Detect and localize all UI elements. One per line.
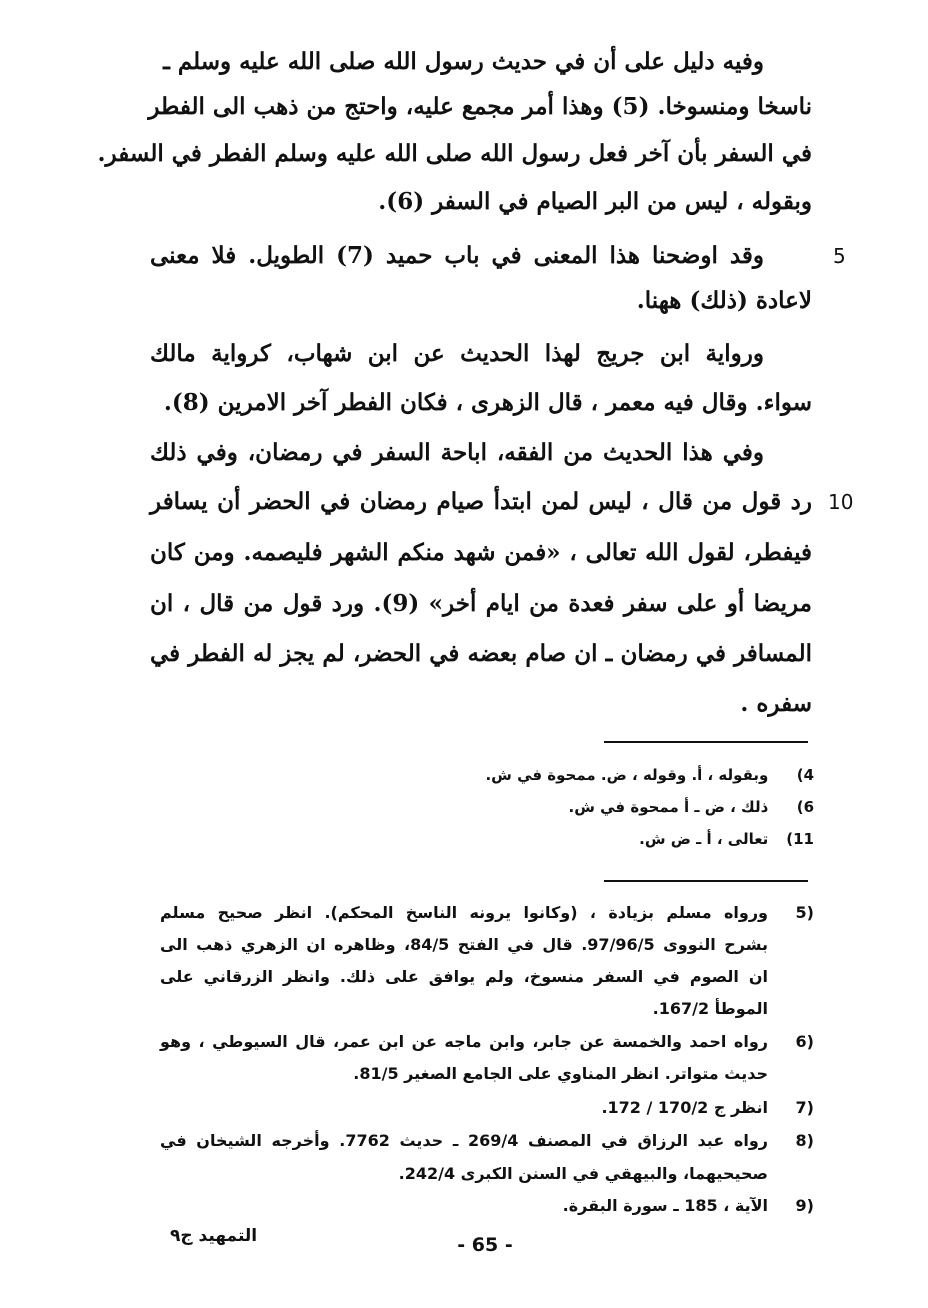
footnote-7-line-1 — [160, 1092, 814, 1124]
variant-note-text: تعالى ، أ ـ ض ش. — [639, 830, 769, 848]
footnote-6-line-2 — [160, 1058, 814, 1090]
body-line-9: وفي هذا الحديث من الفقه، اباحة السفر في رمضان، وفي ذلك — [150, 439, 764, 466]
footnote-number: 6) — [795, 1032, 814, 1051]
body-line-8: سواء. وقال فيه معمر ، قال الزهرى ، فكان الفطر آخر الامرين (8). — [163, 389, 812, 416]
body-line-10: رد قول من قال ، ليس لمن ابتدأ صيام رمضان في الحضر أن يسافر — [150, 488, 812, 515]
variant-notes-rule — [604, 741, 808, 743]
margin-line-number-5: 5 — [833, 244, 846, 268]
footnote-5-line-3 — [160, 961, 814, 993]
body-line-7: ورواية ابن جريج لهذا الحديث عن ابن شهاب، كرواية مالك — [150, 340, 764, 367]
footnotes-rule — [604, 880, 808, 882]
body-line-13: المسافر في رمضان ـ ان صام بعضه في الحضر، لم يجز له الفطر في — [150, 640, 812, 667]
footnote-text: رواه عبد الرزاق في المصنف 269/4 ـ حديث 7762. وأخرجه الشيخان في — [160, 1131, 768, 1150]
body-line-2: ناسخا ومنسوخا. (5) وهذا أمر مجمع عليه، واحتج من ذهب الى الفطر — [148, 93, 812, 120]
page-number: - 65 - — [457, 1234, 513, 1256]
variant-note-text: وبقوله ، أ. وقوله ، ض. ممحوة في ش. — [485, 766, 769, 784]
variant-note-number: 6) — [796, 798, 814, 816]
footnote-number: 5) — [795, 903, 814, 922]
footnote-5-line-2 — [160, 929, 814, 961]
footnote-5-line-4 — [160, 993, 814, 1025]
footnote-5-line-1 — [160, 897, 814, 929]
footnote-text: انظر ج 170/2 / 172. — [601, 1098, 768, 1117]
body-line-11: فيفطر، لقول الله تعالى ، «فمن شهد منكم الشهر فليصمه. ومن كان — [150, 539, 812, 566]
body-line-6: لاعادة (ذلك) ههنا. — [636, 287, 812, 314]
footnote-text: حديث متواتر. انظر المناوي على الجامع الصغير 81/5. — [353, 1064, 768, 1083]
variant-note-3 — [639, 824, 814, 854]
footnote-text: ورواه مسلم بزيادة ، (وكانوا يرونه الناسخ المحكم). انظر صحيح مسلم — [160, 903, 768, 922]
footnote-number: 9) — [795, 1196, 814, 1215]
variant-note-1 — [485, 760, 814, 790]
body-line-4: وبقوله ، ليس من البر الصيام في السفر (6). — [378, 188, 812, 215]
variant-note-2 — [569, 792, 814, 822]
footnote-number: 7) — [795, 1098, 814, 1117]
body-line-3: في السفر بأن آخر فعل رسول الله صلى الله عليه وسلم الفطر في السفر. — [97, 140, 812, 167]
footnote-8-line-2 — [160, 1158, 814, 1190]
footnote-text: الموطأ 167/2. — [652, 999, 768, 1018]
footnote-8-line-1 — [160, 1125, 814, 1157]
body-line-12: مريضا أو على سفر فعدة من ايام أخر» (9). ورد قول من قال ، ان — [150, 590, 812, 617]
variant-note-number: 4) — [796, 766, 814, 784]
body-line-14: سفره . — [740, 690, 812, 717]
book-title-footer: التمهيد ج٩ — [170, 1226, 258, 1246]
footnote-number: 8) — [795, 1131, 814, 1150]
variant-note-number: 11) — [786, 830, 814, 848]
footnote-text: الآية ، 185 ـ سورة البقرة. — [562, 1196, 768, 1215]
margin-line-number-10: 10 — [828, 490, 854, 514]
footnote-text: ان الصوم في السفر منسوخ، ولم يوافق على ذلك. وانظر الزرقاني على — [160, 967, 768, 986]
body-line-1: وفيه دليل على أن في حديث رسول الله صلى الله عليه وسلم ـ — [163, 48, 764, 75]
footnote-9-line-1 — [160, 1190, 814, 1222]
footnote-6-line-1 — [160, 1026, 814, 1058]
footnote-text: بشرح النووى 97/96/5. قال في الفتح 84/5، وظاهره ان الزهري ذهب الى — [160, 935, 768, 954]
footnote-text: رواه احمد والخمسة عن جابر، وابن ماجه عن ابن عمر، قال السيوطي ، وهو — [160, 1032, 768, 1051]
footnote-text: صحيحيهما، والبيهقي في السنن الكبرى 242/4. — [398, 1164, 768, 1183]
variant-note-text: ذلك ، ض ـ أ ممحوة في ش. — [568, 798, 769, 816]
body-line-5: وقد اوضحنا هذا المعنى في باب حميد (7) الطويل. فلا معنى — [150, 242, 764, 269]
